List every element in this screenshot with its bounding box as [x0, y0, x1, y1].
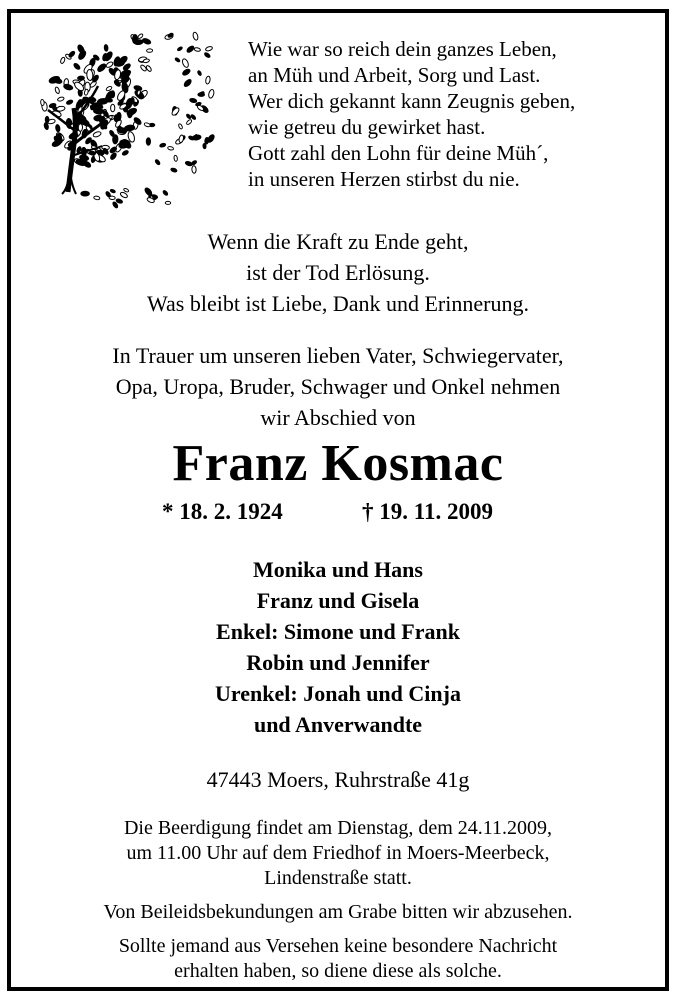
poem-line: wie getreu du gewirket hast. [248, 115, 486, 139]
family-line: Robin und Jennifer [246, 650, 430, 675]
poem-line: Gott zahl den Lohn für deine Müh´, [248, 141, 549, 165]
family-line: Enkel: Simone und Frank [216, 619, 460, 644]
family-list [10, 554, 666, 740]
poem-line: in unseren Herzen stirbst du nie. [248, 167, 520, 191]
notice-line: erhalten haben, so diene diese als solche. [174, 960, 502, 982]
poem-line: Wie war so reich dein ganzes Leben, [248, 37, 557, 61]
death-date: † 19. 11. 2009 [362, 499, 493, 524]
condolence-note: Von Beileidsbekundungen am Grabe bitten wir abzusehen. [103, 901, 573, 923]
intro-line: In Trauer um unseren lieben Vater, Schwiegervater, [112, 343, 564, 368]
quote-block [10, 226, 666, 319]
quote-line: Wenn die Kraft zu Ende geht, [207, 229, 469, 254]
funeral-line: Lindenstraße statt. [264, 867, 412, 889]
poem-line: Wer dich gekannt kann Zeugnis geben, [248, 89, 576, 113]
mourning-intro [10, 340, 666, 433]
funeral-line: um 11.00 Uhr auf dem Friedhof in Moers-Meerbeck, [126, 842, 550, 864]
quote-line: Was bleibt ist Liebe, Dank und Erinnerung. [147, 291, 529, 316]
quote-line: ist der Tod Erlösung. [246, 260, 430, 285]
address: 47443 Moers, Ruhrstraße 41g [206, 767, 470, 792]
windblown-tree-icon [32, 24, 216, 216]
family-line: Monika und Hans [253, 557, 423, 582]
birth-date: * 18. 2. 1924 [162, 499, 283, 524]
funeral-info [10, 816, 666, 891]
family-line: und Anverwandte [253, 712, 423, 737]
family-line: Urenkel: Jonah und Cinja [215, 681, 461, 706]
deceased-name: Franz Kosmac [172, 435, 504, 492]
notice-note [10, 934, 666, 984]
intro-line: wir Abschied von [260, 405, 416, 430]
intro-line: Opa, Uropa, Bruder, Schwager und Onkel nehmen [115, 374, 561, 399]
poem-line: an Müh und Arbeit, Sorg und Last. [248, 63, 541, 87]
family-line: Franz und Gisela [256, 588, 420, 613]
funeral-line: Die Beerdigung findet am Dienstag, dem 24.11.2009, [123, 817, 553, 839]
notice-line: Sollte jemand aus Versehen keine besondere Nachricht [118, 935, 558, 957]
poem-verse [248, 36, 648, 192]
